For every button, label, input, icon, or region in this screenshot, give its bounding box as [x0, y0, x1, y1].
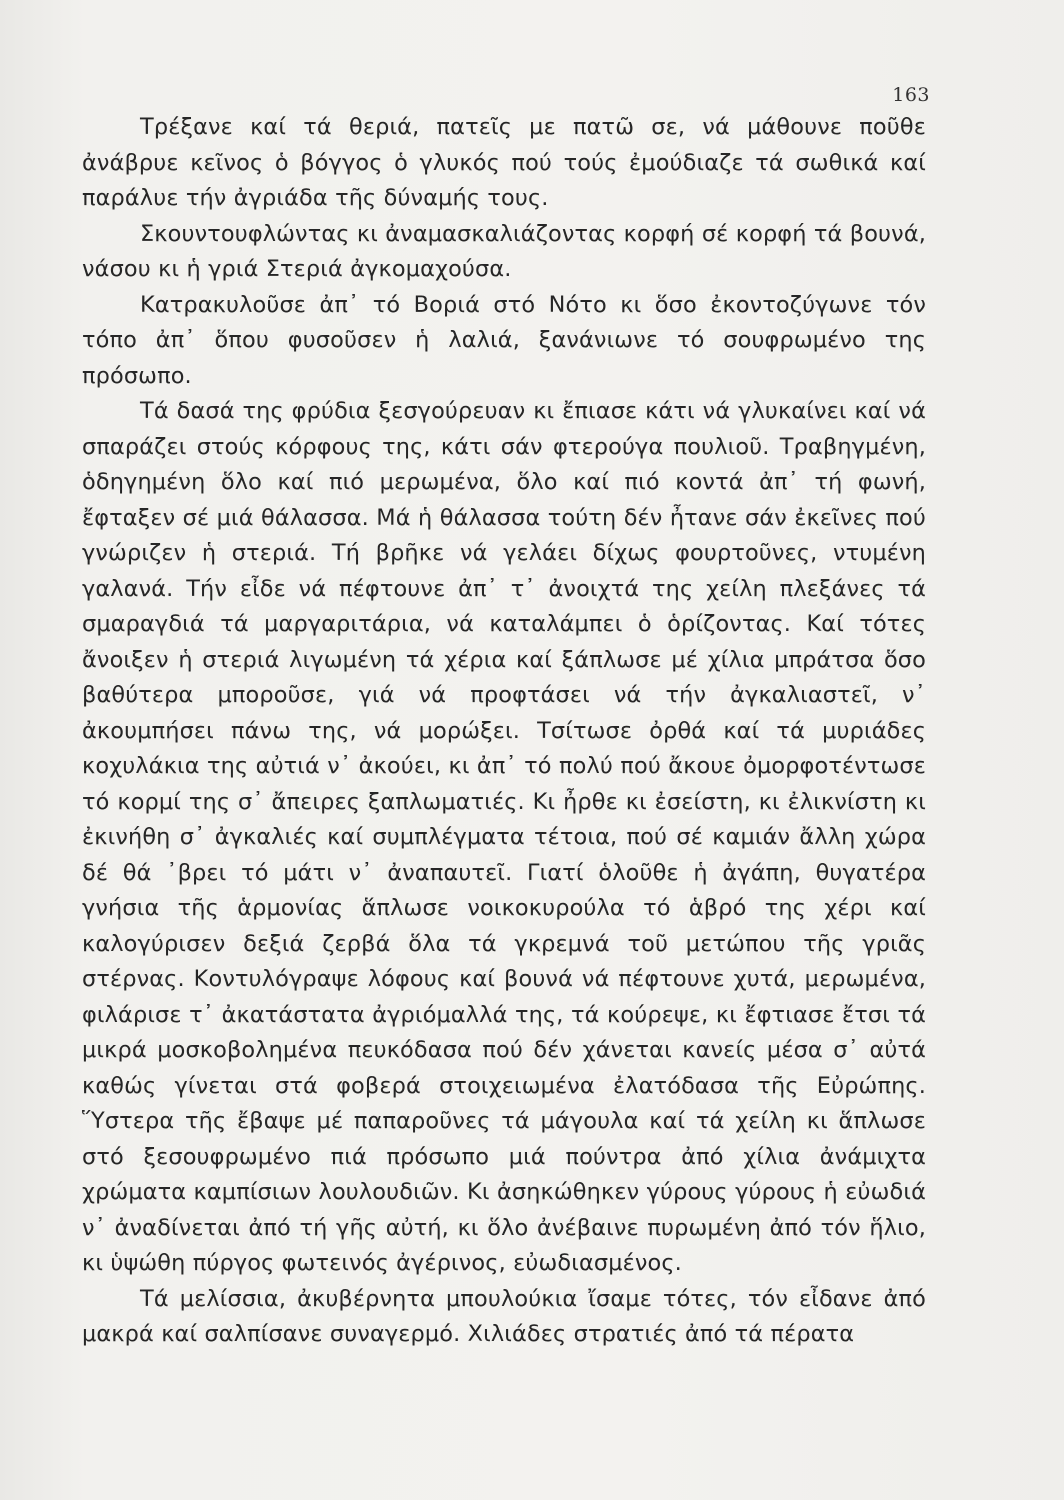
paragraph-1: Τρέξανε καί τά θεριά, πατεῖς με πατῶ σε, νά μάθουνε ποῦθε ἀνάβρυε κεῖνος ὁ βόγγος ὁ γλυκός πού τούς ἐμούδιαζε τά σωθικά καί παράλυε τήν ἀγριάδα τῆς δύναμής τους. — [82, 114, 926, 211]
paragraph-2: Σκουντουφλώντας κι ἀναμασκαλιάζοντας κορφή σέ κορφή τά βουνά, νάσου κι ἡ γριά Στεριά ἀγκομαχούσα. — [82, 220, 926, 282]
paragraph-4: Τά δασά της φρύδια ξεσγούρευαν κι ἔπιασε κάτι νά γλυκαίνει καί νά σπαράζει στούς κόρφους της, κάτι σάν φτερούγα πουλιοῦ. Τραβηγμένη, ὁδηγημένη ὅλο καί πιό μερωμένα, ὅλο καί πιό κοντά ἀπ᾿ τή φωνή, ἔφταξεν σέ μιά θάλασσα. Μά ἡ θάλασσα τούτη δέν ἦτανε σάν ἐκεῖνες πού γνώριζεν ἡ στεριά. Τή βρῆκε νά γελάει δίχως φουρτοῦνες, ντυμένη γαλανά. Τήν εἶδε νά πέφτουνε ἀπ᾿ τ᾿ ἀνοιχτά της χείλη πλεξάνες τά σμαραγδιά τά μαργαριτάρια, νά καταλάμπει ὁ ὁρίζοντας. Καί τότες ἄνοιξεν ἡ στεριά λιγωμένη τά χέρια καί ξάπλωσε μέ χίλια μπράτσα ὅσο βαθύτερα μποροῦσε, γιά νά προφτάσει νά τήν ἀγκαλιαστεῖ, ν᾿ ἀκουμπήσει πάνω της, νά μορώξει. Τσίτωσε ὀρθά καί τά μυριάδες κοχυλάκια της αὐτιά ν᾿ ἀκούει, κι ἀπ᾿ τό πολύ πού ἄκουε ὀμορφοτέντωσε τό κορμί της σ᾿ ἄπειρες ξαπλωματιές. Κι ἦρθε κι ἐσείστη, κι ἐλικνίστη κι ἐκινήθη σ᾿ ἀγκαλιές καί συμπλέγματα τέτοια, πού σέ καμιάν ἄλλη χώρα δέ θά ᾿βρει τό μάτι ν᾿ ἀναπαυτεῖ. Γιατί ὁλοῦθε ἡ ἀγάπη, θυγατέρα γνήσια τῆς ἁρμονίας ἅπλωσε νοικοκυρούλα τό ἁβρό της χέρι καί καλογύρισεν δεξιά ζερβά ὅλα τά γκρεμνά τοῦ μετώπου τῆς γριᾶς στέρνας. Κοντυλόγραψε λόφους καί βουνά νά πέφτουνε χυτά, μερωμένα, φιλάρισε τ᾿ ἀκατάστατα ἀγριόμαλλά της, τά κούρεψε, κι ἔφτιασε ἔτσι τά μικρά μοσκοβολημένα πευκόδασα πού δέν χάνεται κανείς μέσα σ᾿ αὐτά καθώς γίνεται στά φοβερά στοιχειωμένα ἐλατόδασα τῆς Εὐρώπης. Ὕστερα τῆς ἔβαψε μέ παπαροῦνες τά μάγουλα καί τά χείλη κι ἅπλωσε στό ξεσουφρωμένο πιά πρόσωπο μιά πούντρα ἀπό χίλια ἀνάμιχτα χρώματα καμπίσιων λουλουδιῶν. Κι ἀσηκώθηκεν γύρους γύρους ἡ εὐωδιά ν᾿ ἀναδίνεται ἀπό τή γῆς αὐτή, κι ὅλο ἀνέβαινε πυρωμένη ἀπό τόν ἥλιο, κι ὑψώθη πύργος φωτεινός ἀγέρινος, εὐωδιασμένος. — [82, 398, 926, 1276]
page-number: 163 — [892, 84, 930, 106]
paragraph-3: Κατρακυλοῦσε ἀπ᾿ τό Βοριά στό Νότο κι ὅσο ἐκοντοζύγωνε τόν τόπο ἀπ᾿ ὅπου φυσοῦσεν ἡ λαλιά, ξανάνιωνε τό σουφρωμένο της πρόσωπο. — [82, 291, 926, 389]
paragraph-5: Τά μελίσσια, ἀκυβέρνητα μπουλούκια ἴσαμε τότες, τόν εἶδανε ἀπό μακρά καί σαλπίσανε συναγερμό. Χιλιάδες στρατιές ἀπό τά πέρατα — [82, 1285, 926, 1347]
text-body — [82, 110, 926, 1353]
